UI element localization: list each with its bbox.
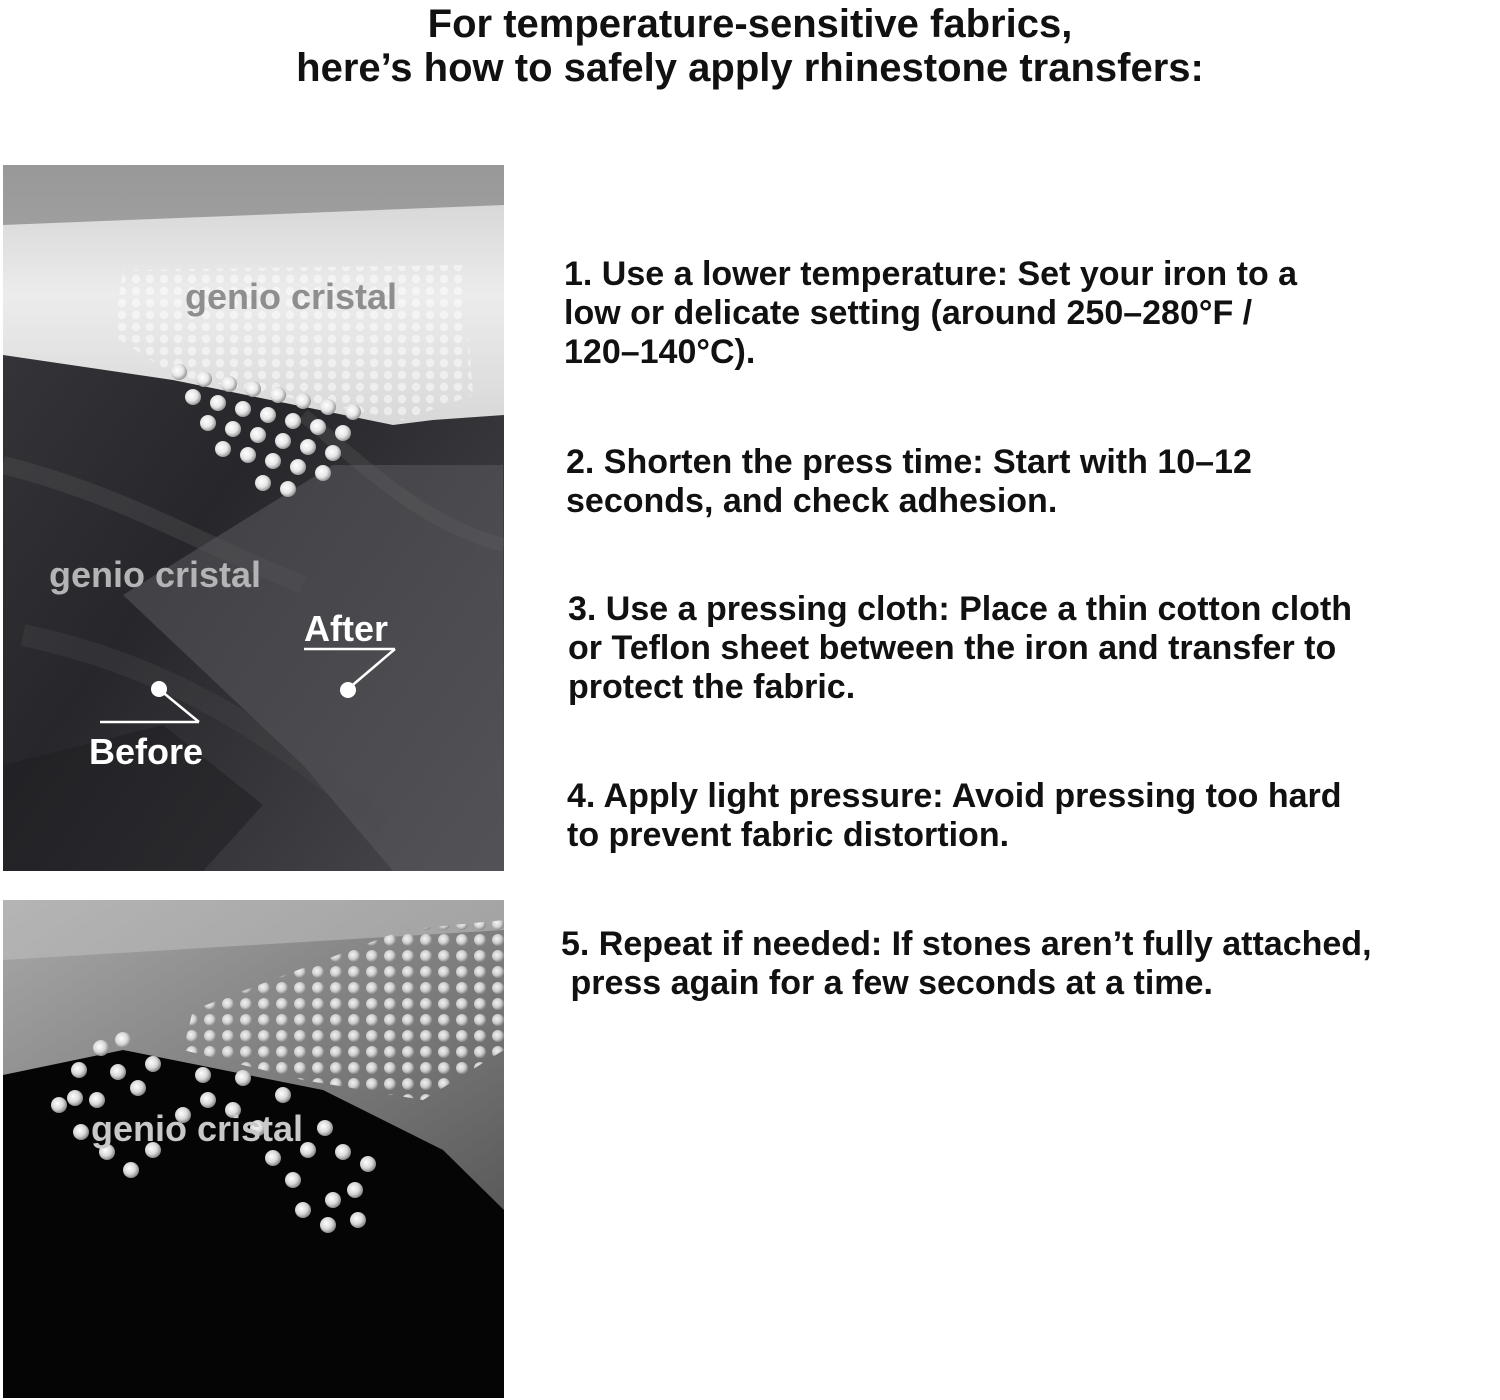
before-marker-dot	[151, 681, 167, 697]
step-3-line-1: 3. Use a pressing cloth: Place a thin cotton cloth	[568, 590, 1353, 628]
step-2-line-1: 2. Shorten the press time: Start with 10–12	[566, 443, 1252, 481]
step-3-line-2: or Teflon sheet between the iron and transfer to	[568, 629, 1337, 667]
after-marker-dot	[340, 682, 356, 698]
step-4-line-1: 4. Apply light pressure: Avoid pressing too hard	[567, 777, 1342, 815]
before-after-photo	[3, 165, 504, 871]
title-line-1: For temperature-sensitive fabrics,	[427, 2, 1073, 46]
watermark-middle: genio cristal	[49, 554, 262, 595]
step-1-line-2: low or delicate setting (around 250–280°F /	[564, 294, 1253, 332]
step-5	[561, 925, 1372, 1003]
step-3-line-3: protect the fabric.	[568, 668, 856, 706]
watermark-top: genio cristal	[185, 276, 398, 317]
step-3	[568, 590, 1352, 707]
step-4	[567, 777, 1342, 855]
step-4-line-2: to prevent fabric distortion.	[567, 816, 1010, 854]
step-1	[564, 255, 1297, 372]
rhinestone-closeup-photo	[3, 900, 504, 1398]
title-line-2: here’s how to safely apply rhinestone transfers:	[296, 46, 1204, 90]
step-2-line-2: seconds, and check adhesion.	[566, 482, 1058, 520]
velvet-fabric-image	[3, 165, 504, 871]
page-title	[0, 2, 1500, 90]
before-label: Before	[89, 731, 204, 772]
step-1-line-1: 1. Use a lower temperature: Set your iron to a	[564, 255, 1298, 293]
watermark-bottom: genio cristal	[91, 1108, 304, 1149]
step-5-line-1: 5. Repeat if needed: If stones aren’t fully attached,	[561, 925, 1372, 963]
step-5-line-2: press again for a few seconds at a time.	[561, 964, 1213, 1002]
after-label: After	[304, 608, 389, 649]
step-2	[566, 443, 1252, 521]
step-1-line-3: 120–140°C).	[564, 333, 756, 371]
